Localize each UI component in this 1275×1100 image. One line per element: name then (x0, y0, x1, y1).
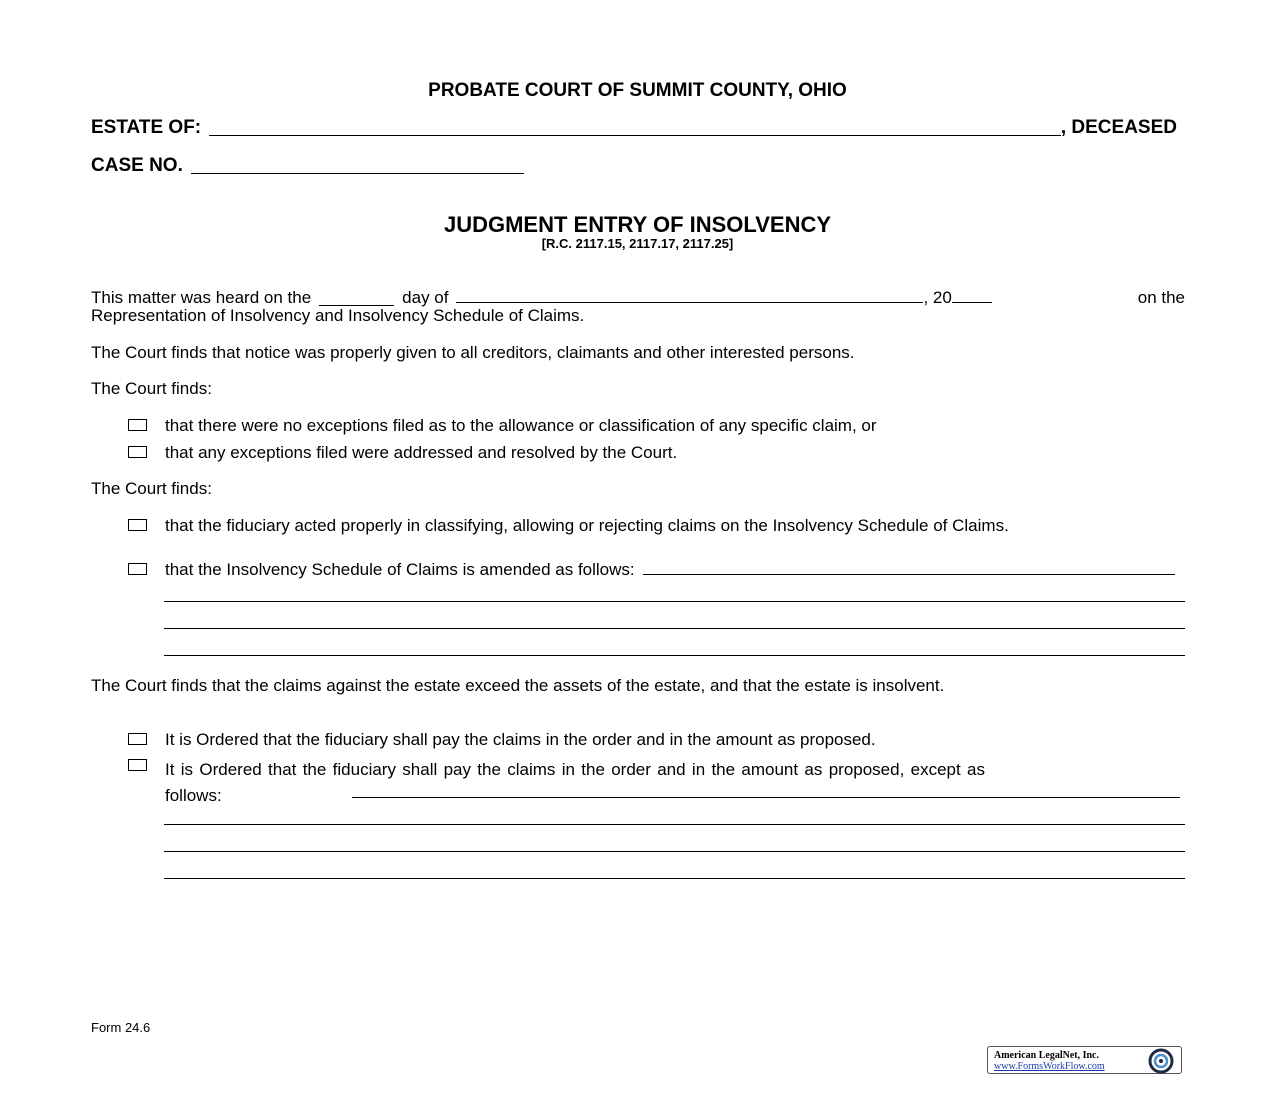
schedule-amended-label: that the Insolvency Schedule of Claims is amended as follows: (165, 560, 635, 579)
schedule-amended-checkbox[interactable] (128, 563, 147, 575)
no-exceptions-checkbox[interactable] (128, 419, 147, 431)
deceased-label: , DECEASED (1060, 117, 1177, 138)
estate-name-field[interactable] (209, 135, 1061, 136)
logo-company: American LegalNet, Inc. (994, 1050, 1099, 1061)
acted-properly-label: that the fiduciary acted properly in classifying, allowing or rejecting claims on the Insolvency Schedule of Claims. (165, 516, 1009, 535)
amendment-line-2[interactable] (164, 601, 1185, 602)
exceptions-field[interactable] (352, 797, 1180, 798)
form-number: Form 24.6 (91, 1020, 151, 1035)
hearing-month-field[interactable] (456, 302, 923, 303)
exceptions-resolved-label: that any exceptions filed were addressed and resolved by the Court. (165, 443, 678, 462)
pay-with-exceptions-label: It is Ordered that the fiduciary shall pay the claims in the order and in the amount as proposed, except as follows: (165, 760, 985, 805)
no-exceptions-label: that there were no exceptions filed as to the allowance or classification of any specific claim, or (165, 416, 877, 435)
exceptions-line-3[interactable] (164, 851, 1185, 852)
section2-intro: The Court finds: (91, 479, 212, 498)
swirl-icon (1144, 1048, 1178, 1074)
case-label: CASE NO. (91, 155, 183, 176)
hearing-text-2: day of (402, 288, 449, 307)
section1-intro: The Court finds: (91, 379, 212, 398)
pay-as-proposed-checkbox[interactable] (128, 733, 147, 745)
pay-with-exceptions-checkbox[interactable] (128, 759, 147, 771)
hearing-text-1: This matter was heard on the (91, 288, 312, 307)
acted-properly-checkbox[interactable] (128, 519, 147, 531)
exceptions-resolved-checkbox[interactable] (128, 446, 147, 458)
pay-as-proposed-label: It is Ordered that the fiduciary shall pay the claims in the order and in the amount as proposed. (165, 730, 876, 749)
hearing-line (91, 289, 1185, 306)
logo-url[interactable]: www.FormsWorkFlow.com (994, 1061, 1105, 1072)
schedule-amended-row (165, 561, 1175, 578)
hearing-year-field[interactable] (952, 302, 992, 303)
estate-row (91, 117, 1177, 139)
estate-label: ESTATE OF: (91, 117, 202, 138)
hearing-text-4: on the (1137, 288, 1185, 307)
publisher-logo[interactable] (987, 1046, 1182, 1074)
hearing-line-2: Representation of Insolvency and Insolvency Schedule of Claims. (91, 306, 585, 325)
statute-citation: [R.C. 2117.15, 2117.17, 2117.25] (541, 236, 734, 251)
amendment-line-4[interactable] (164, 655, 1185, 656)
notice-finding: The Court finds that notice was properly given to all creditors, claimants and other interested persons. (91, 343, 855, 362)
case-number-field[interactable] (191, 173, 524, 174)
exceptions-line-2[interactable] (164, 824, 1185, 825)
case-row (91, 155, 524, 177)
hearing-text-3: , 20 (923, 288, 952, 307)
amendment-line-3[interactable] (164, 628, 1185, 629)
page-title: JUDGMENT ENTRY OF INSOLVENCY (443, 212, 832, 237)
exceptions-line-4[interactable] (164, 878, 1185, 879)
insolvency-finding: The Court finds that the claims against the estate exceed the assets of the estate, and that the estate is insolvent. (91, 676, 945, 695)
court-name: PROBATE COURT OF SUMMIT COUNTY, OHIO (428, 80, 847, 101)
amendment-field[interactable] (643, 574, 1175, 575)
